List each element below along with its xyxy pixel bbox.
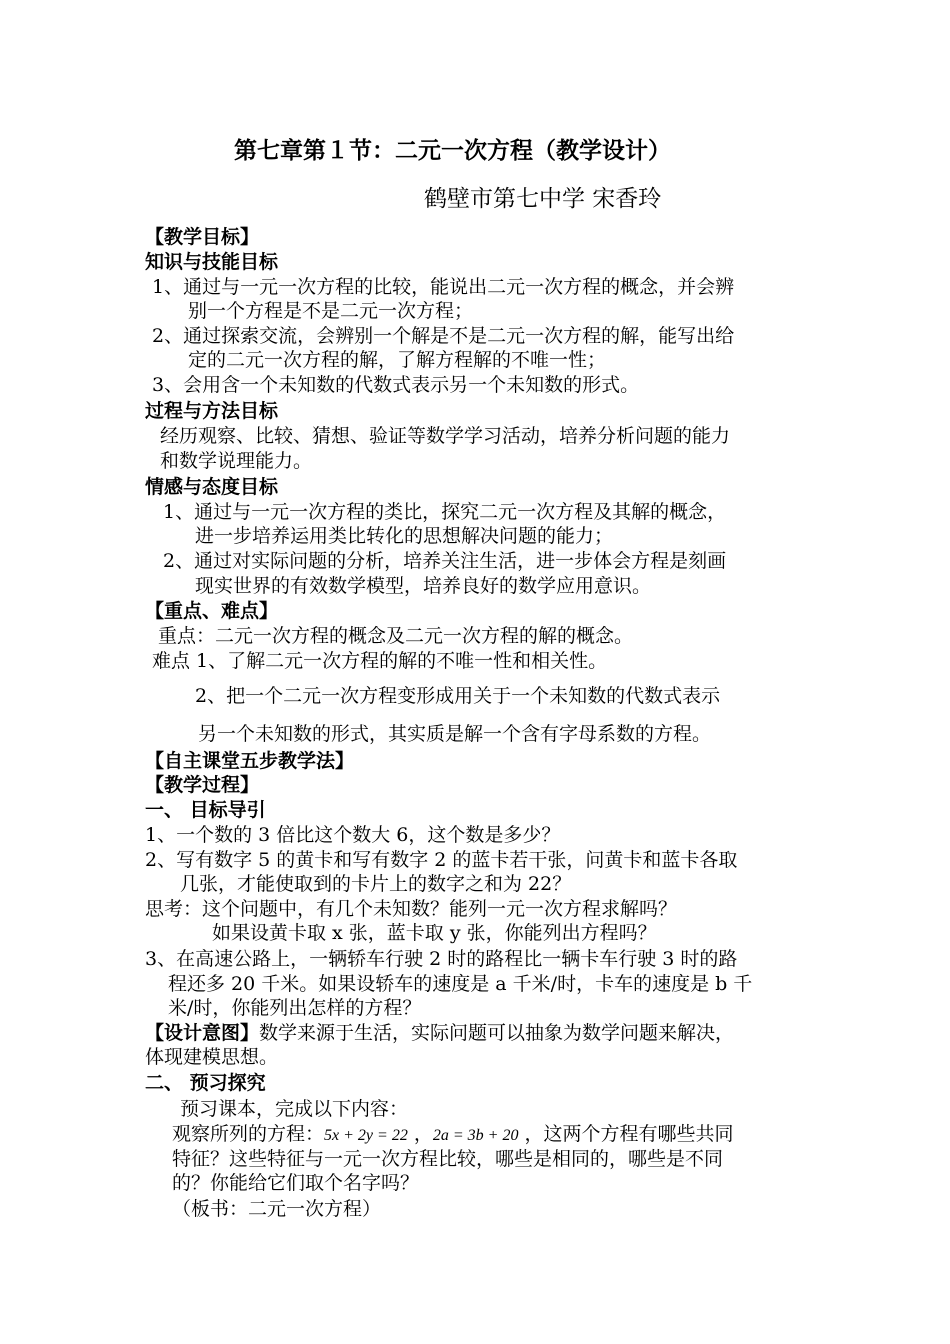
- teaching-process-heading: 【教学过程】: [145, 774, 260, 796]
- observe-line: [172, 1121, 734, 1149]
- step1-heading: 一、 目标导引: [145, 799, 266, 821]
- process-text-cont: 和数学说理能力。: [160, 450, 313, 472]
- knowledge-item-1: 1、通过与一元一次方程的比较，能说出二元一次方程的概念，并会辨: [152, 276, 735, 298]
- knowledge-item-2-cont: 定的二元一次方程的解，了解方程解的不唯一性；: [188, 349, 607, 371]
- emotion-item-2: 2、通过对实际问题的分析，培养关注生活，进一步体会方程是刻画: [163, 550, 727, 572]
- emotion-item-1-cont: 进一步培养运用类比转化的思想解决问题的能力；: [195, 525, 614, 547]
- question-2: 2、写有数字 5 的黄卡和写有数字 2 的蓝卡若干张，问黄卡和蓝卡各取: [145, 849, 738, 871]
- equation-2: 2a = 3b + 20: [432, 1127, 519, 1144]
- knowledge-item-1-cont: 别一个方程是不是二元一次方程；: [188, 300, 474, 322]
- author-line: 鹤壁市第七中学 宋香玲: [424, 186, 662, 212]
- difficult-point-2: 2、把一个二元一次方程变形成用关于一个未知数的代数式表示: [195, 685, 721, 707]
- observe-line-3: 的？你能给它们取个名字吗？: [172, 1172, 420, 1194]
- equation-separator: ，: [413, 1123, 433, 1145]
- observe-suffix: ，这两个方程有哪些共同: [524, 1123, 734, 1145]
- question-1: 1、一个数的 3 倍比这个数大 6，这个数是多少？: [145, 824, 561, 846]
- board-note: （板书：二元一次方程）: [172, 1198, 382, 1220]
- emotion-item-2-cont: 现实世界的有效数学模型，培养良好的数学应用意识。: [195, 575, 652, 597]
- knowledge-heading: 知识与技能目标: [145, 251, 279, 273]
- design-intent: [145, 1020, 734, 1046]
- method-heading: 【自主课堂五步教学法】: [145, 750, 355, 772]
- equation-1: 5x + 2y = 22: [324, 1127, 408, 1144]
- knowledge-item-3: 3、会用含一个未知数的代数式表示另一个未知数的形式。: [152, 374, 640, 396]
- think-text-cont: 如果设黄卡取 x 张，蓝卡取 y 张，你能列出方程吗？: [212, 922, 657, 944]
- question-2-cont: 几张，才能使取到的卡片上的数字之和为 22？: [180, 873, 572, 895]
- difficult-point-1: 难点 1、了解二元一次方程的解的不唯一性和相关性。: [152, 650, 608, 672]
- question-3-cont-1: 程还多 20 千米。如果设轿车的速度是 a 千米/时，卡车的速度是 b 千: [168, 973, 753, 995]
- key-point-text: 重点：二元一次方程的概念及二元一次方程的解的概念。: [158, 625, 634, 647]
- preview-instruction: 预习课本，完成以下内容：: [180, 1098, 409, 1120]
- design-intent-cont: 体现建模思想。: [145, 1046, 279, 1068]
- emotion-heading: 情感与态度目标: [145, 476, 279, 498]
- design-intent-text: 数学来源于生活，实际问题可以抽象为数学问题来解决，: [259, 1022, 735, 1044]
- emotion-item-1: 1、通过与一元一次方程的类比，探究二元一次方程及其解的概念，: [163, 501, 727, 523]
- observe-prefix: 观察所列的方程：: [172, 1123, 325, 1145]
- question-3: 3、在高速公路上，一辆轿车行驶 2 时的路程比一辆卡车行驶 3 时的路: [145, 948, 738, 970]
- key-difficult-heading: 【重点、难点】: [145, 600, 279, 622]
- process-heading: 过程与方法目标: [145, 400, 279, 422]
- question-3-cont-2: 米/时，你能列出怎样的方程？: [168, 997, 422, 1019]
- process-text: 经历观察、比较、猜想、验证等数学学习活动，培养分析问题的能力: [160, 425, 731, 447]
- knowledge-item-2: 2、通过探索交流，会辨别一个解是不是二元一次方程的解，能写出给: [152, 325, 735, 347]
- objectives-heading: 【教学目标】: [145, 226, 260, 248]
- observe-line-2: 特征？这些特征与一元一次方程比较，哪些是相同的，哪些是不同: [172, 1148, 724, 1170]
- design-intent-label: 【设计意图】: [145, 1022, 260, 1044]
- difficult-point-2-cont: 另一个未知数的形式，其实质是解一个含有字母系数的方程。: [198, 723, 712, 745]
- step2-heading: 二、 预习探究: [145, 1072, 266, 1094]
- document-title: 第七章第１节：二元一次方程（教学设计）: [234, 138, 671, 164]
- think-text: 思考：这个问题中，有几个未知数？能列一元一次方程求解吗？: [145, 898, 678, 920]
